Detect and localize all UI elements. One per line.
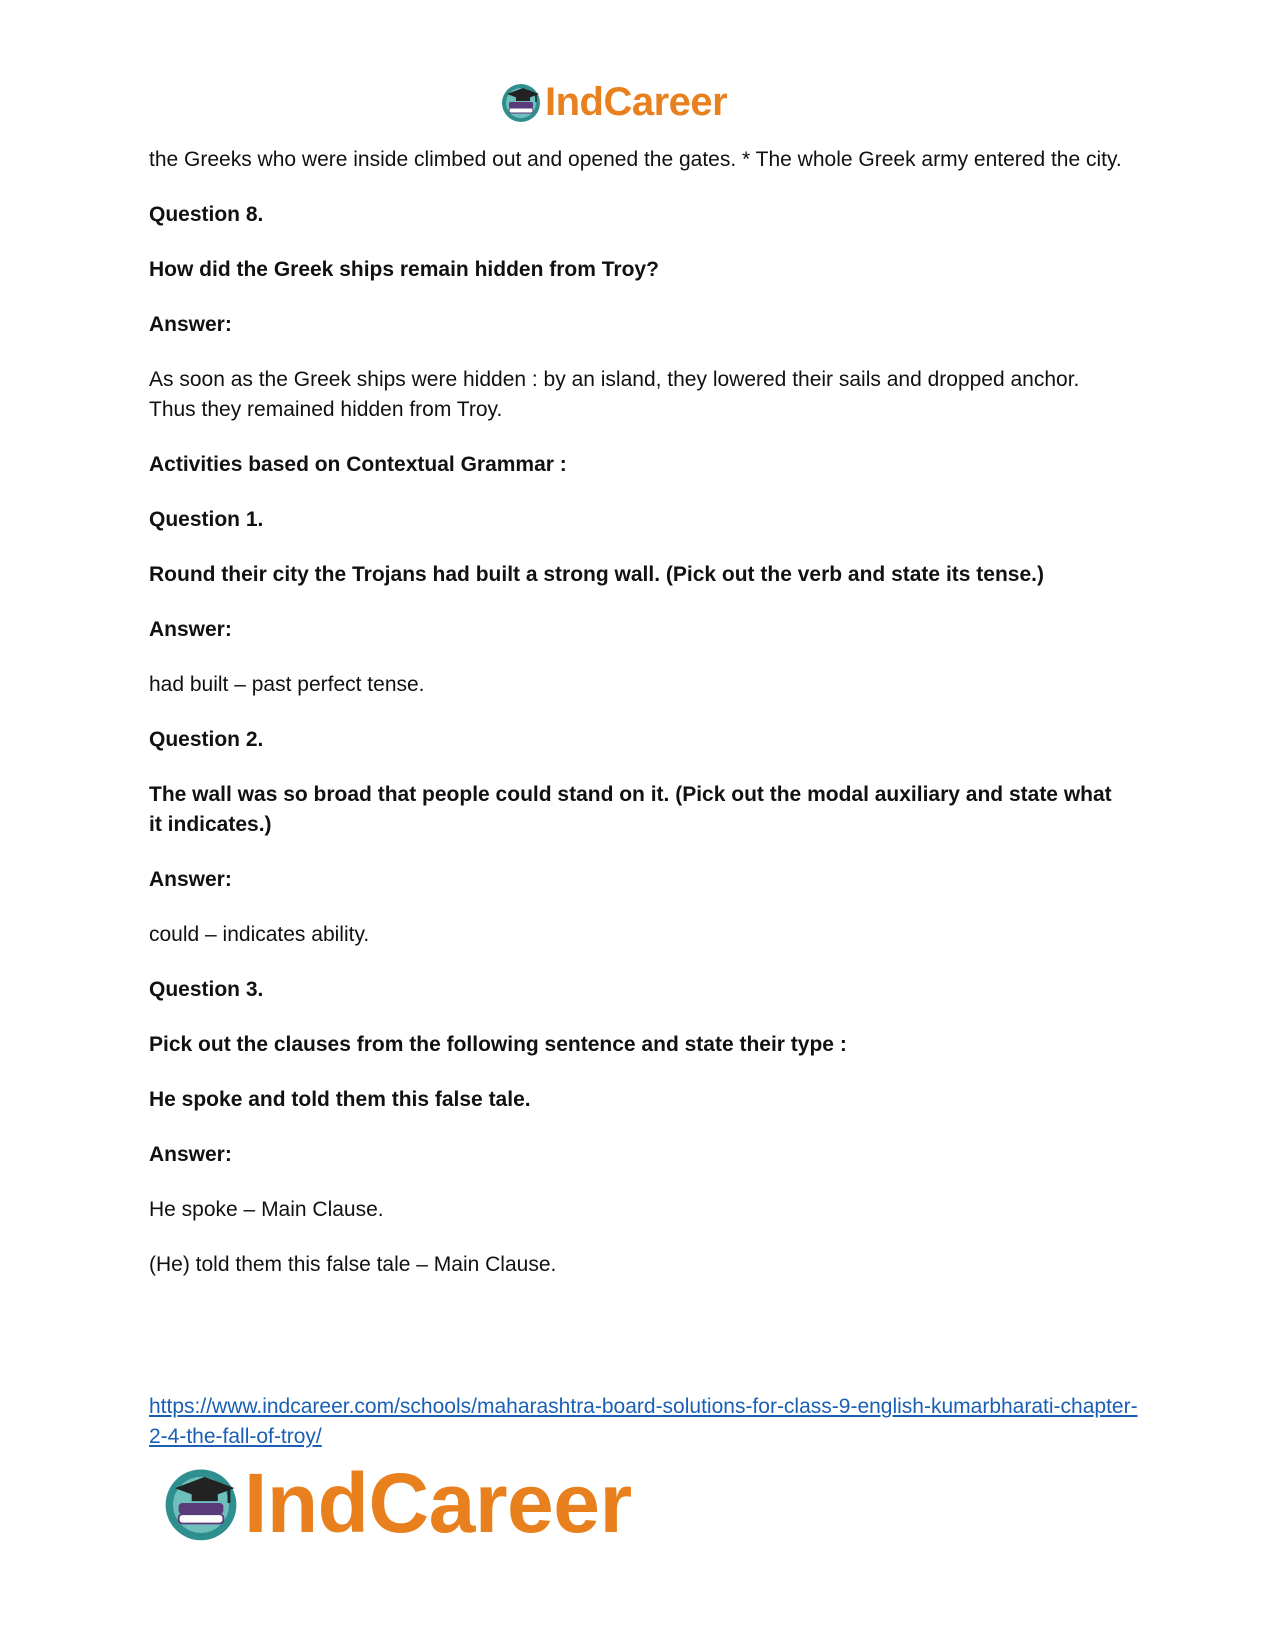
text-paragraph: could – indicates ability. (149, 923, 370, 946)
document-body (149, 145, 1129, 1305)
graduation-book-icon (499, 80, 543, 124)
bold-paragraph: Answer: (149, 313, 232, 336)
bold-paragraph: Round their city the Trojans had built a strong wall. (Pick out the verb and state its tense.) (149, 563, 1044, 586)
bold-paragraph: He spoke and told them this false tale. (149, 1088, 531, 1111)
bold-paragraph: Answer: (149, 868, 232, 891)
text-paragraph: the Greeks who were inside climbed out and opened the gates. * The whole Greek army entered the city. (149, 148, 1122, 171)
footer-logo (160, 1458, 632, 1548)
bold-paragraph: Question 1. (149, 508, 264, 531)
bold-paragraph: Pick out the clauses from the following sentence and state their type : (149, 1033, 847, 1056)
graduation-book-icon (160, 1462, 242, 1544)
bold-paragraph: Question 8. (149, 203, 264, 226)
text-paragraph: (He) told them this false tale – Main Clause. (149, 1253, 557, 1276)
bold-paragraph: The wall was so broad that people could stand on it. (Pick out the modal auxiliary and state what it indicates.) (149, 783, 1112, 836)
text-paragraph: had built – past perfect tense. (149, 673, 425, 696)
bold-paragraph: Answer: (149, 618, 232, 641)
text-paragraph: He spoke – Main Clause. (149, 1198, 384, 1221)
bold-paragraph: Activities based on Contextual Grammar : (149, 453, 567, 476)
bold-paragraph: Question 2. (149, 728, 264, 751)
header-logo-text: IndCareer (545, 80, 728, 124)
bold-paragraph: Question 3. (149, 978, 264, 1001)
footer-logo-text: IndCareer (244, 1456, 632, 1550)
text-paragraph: As soon as the Greek ships were hidden : by an island, they lowered their sails and dropped anchor. Thus they remained hidden from Troy. (149, 368, 1080, 421)
bold-paragraph: Answer: (149, 1143, 232, 1166)
source-link[interactable]: https://www.indcareer.com/schools/maharashtra-board-solutions-for-class-9-english-kumarbharati-chapter-2-4-the-fall-of-troy/ (149, 1395, 1138, 1448)
header-logo (499, 78, 727, 126)
bold-paragraph: How did the Greek ships remain hidden from Troy? (149, 258, 659, 281)
